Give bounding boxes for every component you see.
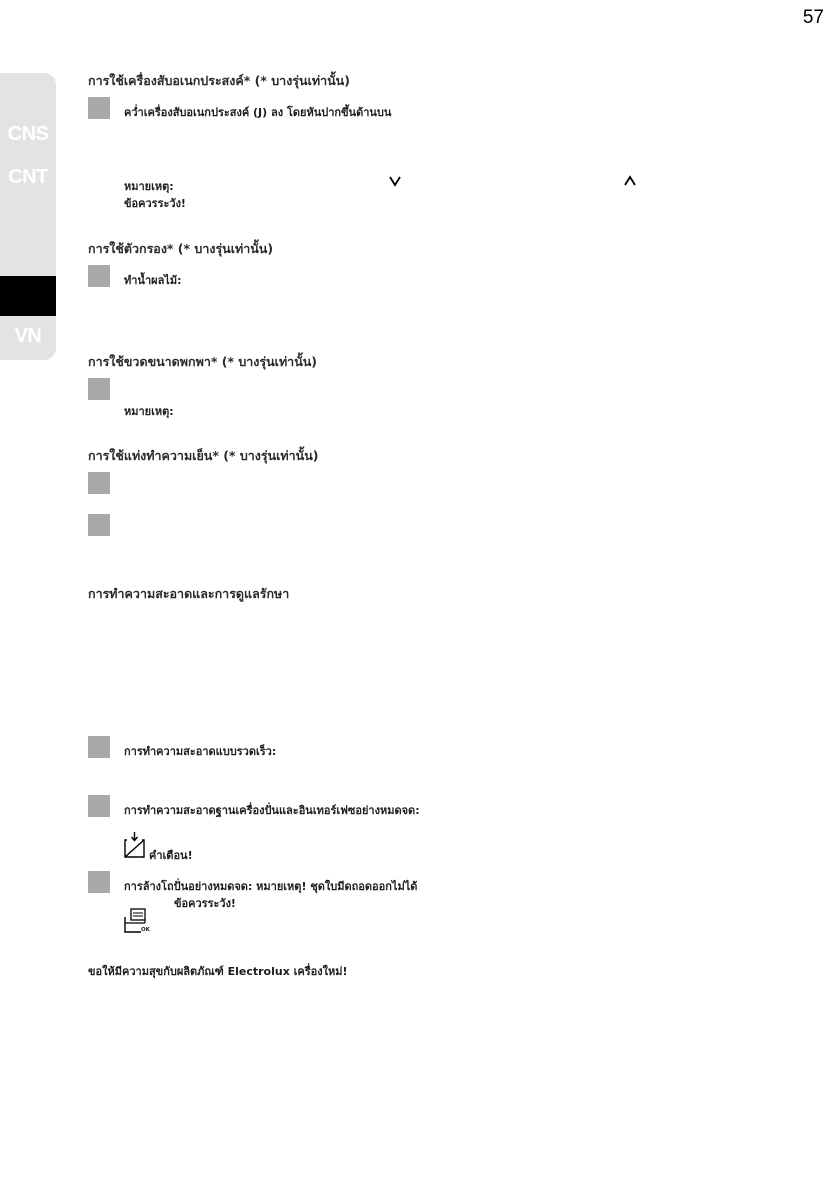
ok-label: OK xyxy=(141,927,150,933)
chevron-up-icon xyxy=(623,174,637,188)
cleaning-step-2-image xyxy=(88,795,110,817)
lang-tab-th: TH xyxy=(15,284,41,306)
chopper-note-label: หมายเหตุ: xyxy=(124,180,174,193)
travel-bottle-step-1-image xyxy=(88,378,110,400)
chopper-caution-label: ข้อควรระวัง! xyxy=(124,197,186,210)
lang-tab-cns[interactable]: CNS xyxy=(7,123,49,145)
quick-clean-text: การทำความสะอาดแบบรวดเร็ว: xyxy=(124,745,277,758)
filter-step-1-text: ทำน้ำผลไม้: xyxy=(124,274,182,287)
jar-clean-text: การล้างโถปั่นอย่างหมดจด: หมายเหตุ! ชุดใบมีดถอดออกไม่ได้ xyxy=(124,880,418,893)
filter-heading: การใช้ตัวกรอง* (* บางรุ่นเท่านั้น) xyxy=(88,241,274,256)
cleaning-warning-label: คำเตือน! xyxy=(149,849,193,862)
travel-bottle-note-label: หมายเหตุ: xyxy=(124,405,174,418)
cooling-stick-step-1-image xyxy=(88,472,110,494)
cooling-stick-heading: การใช้แท่งทำความเย็น* (* บางรุ่นเท่านั้น) xyxy=(88,448,319,463)
lang-tab-cnt[interactable]: CNT xyxy=(8,166,48,188)
filter-step-1-image xyxy=(88,265,110,287)
cleaning-step-1-image xyxy=(88,736,110,758)
cleaning-heading: การทำความสะอาดและการดูแลรักษา xyxy=(88,586,290,601)
cleaning-step-3-image xyxy=(88,871,110,893)
chopper-step-1-image xyxy=(88,97,110,119)
cleaning-caution-label: ข้อควรระวัง! xyxy=(174,897,236,910)
no-dishwasher-icon xyxy=(123,831,147,859)
chopper-step-1-text: คว่ำเครื่องสับอเนกประสงค์ (J) ลง โดยหันปากขึ้นด้านบน xyxy=(124,106,392,119)
page-number: 57 xyxy=(802,7,824,28)
closing-message: ขอให้มีความสุขกับผลิตภัณฑ์ Electrolux เครื่องใหม่! xyxy=(88,965,348,978)
lang-tab-active-marker[interactable] xyxy=(0,276,56,316)
chopper-heading: การใช้เครื่องสับอเนกประสงค์* (* บางรุ่นเท่านั้น) xyxy=(88,73,350,88)
base-clean-text: การทำความสะอาดฐานเครื่องปั่นและอินเทอร์เฟซอย่างหมดจด: xyxy=(124,804,420,817)
lang-tab-vn[interactable]: VN xyxy=(14,325,42,347)
chevron-down-icon xyxy=(388,174,402,188)
language-sidebar xyxy=(0,73,56,360)
cooling-stick-step-2-image xyxy=(88,514,110,536)
travel-bottle-heading: การใช้ขวดขนาดพกพา* (* บางรุ่นเท่านั้น) xyxy=(88,354,318,369)
